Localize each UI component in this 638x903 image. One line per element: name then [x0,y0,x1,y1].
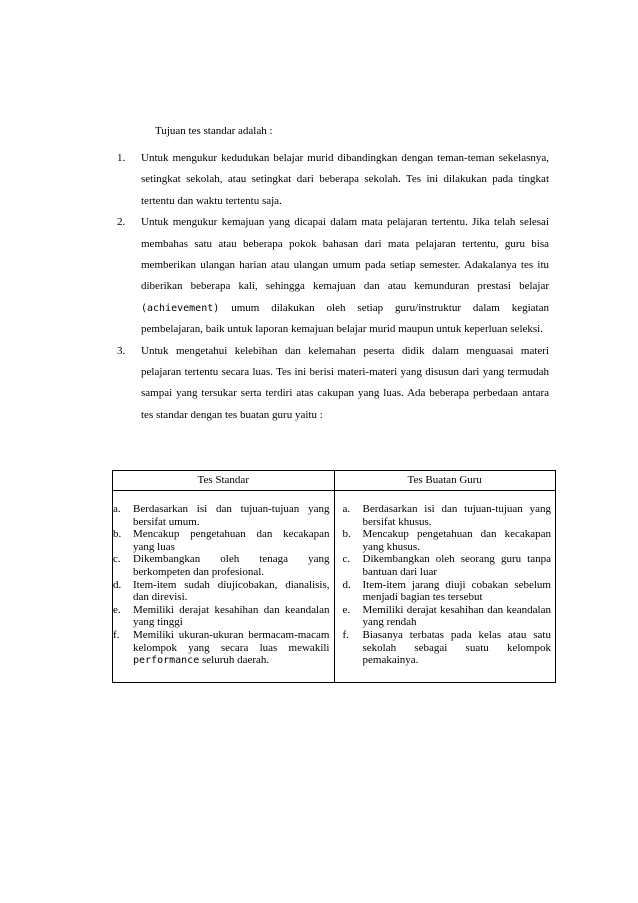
list-item [343,604,552,629]
list-item [113,579,330,604]
list-marker: d. [342,578,351,591]
list-item-text: Mencakup pengetahuan dan kecakapan yang khusus. [362,528,551,553]
column-header-tes-standar: Tes Standar [113,471,335,491]
list-marker: c. [113,553,121,566]
text-segment: umum dilakukan oleh setiap guru/instruktur dalam kegiatan pembelajaran, baik untuk laporan kemajuan belajar murid maupun untuk keperluan seleksi. [141,301,549,336]
list-item-text: Memiliki derajat kesahihan dan keandalan yang rendah [362,603,551,629]
list-number: 1. [117,152,126,164]
list-item [113,528,330,553]
list-item [343,503,552,528]
list-number: 3. [117,344,126,357]
list-item-text: Dikembangkan oleh tenaga yang berkompeten dan profesional. [133,553,330,578]
list-item [343,629,552,667]
list-item [113,629,330,668]
text-segment: Untuk mengukur kemajuan yang dicapai dalam mata pelajaran tertentu. Jika telah selesai membahas satu atau beberapa pokok bahasan dari mata pelajaran tertentu, guru bisa memberikan ulangan harian atau ulangan umum pada setiap semester. Adakalanya tes itu diberikan beberapa kali, sehingga kemajuan dan atau kemunduran prestasi belajar [141,216,549,293]
list-marker: b. [342,528,351,541]
term-achievement: (achievement) [141,302,220,314]
list-item [113,553,330,578]
list-marker: a. [113,503,121,515]
list-item [343,528,552,553]
list-item-text: Biasanya terbatas pada kelas atau satu sekolah sebagai suatu kelompok pemakainya. [362,628,551,667]
list-item [343,579,552,604]
list-item [113,604,330,629]
list-marker: f. [342,628,349,641]
list-item [113,503,330,528]
tes-standar-list [113,503,330,668]
list-item [117,148,549,212]
list-marker: b. [113,528,122,541]
list-item-text: Mencakup pengetahuan dan kecakapan yang luas [133,528,330,553]
column-header-tes-buatan-guru: Tes Buatan Guru [334,471,556,491]
list-marker: a. [342,503,351,515]
term-performance: performance [133,655,200,667]
list-item [343,553,552,578]
list-item-text: Dikembangkan oleh seorang guru tanpa bantuan dari luar [362,553,551,578]
list-item-text: Berdasarkan isi dan tujuan-tujuan yang bersifat khusus. [362,503,551,528]
list-marker: e. [113,603,121,616]
text-segment: seluruh daerah. [199,654,270,667]
list-number: 2. [117,216,126,229]
list-item-text: Berdasarkan isi dan tujuan-tujuan yang bersifat umum. [133,503,330,528]
intro-text: Tujuan tes standar adalah : [155,125,273,137]
text-segment: Memiliki ukuran-ukuran bermacam-macam kelompok yang secara luas mewakili [133,628,330,654]
list-marker: e. [342,603,351,616]
list-item-text: Untuk mengukur kedudukan belajar murid dibandingkan dengan teman-teman sekelasnya, setingkat sekolah, atau setingkat dari beberapa sekolah. Tes ini dilakukan pada tingkat tertentu dan waktu tertentu saja. [141,152,549,207]
tes-buatan-guru-list [343,503,552,667]
list-marker: d. [113,578,122,591]
list-item [117,212,549,340]
tes-standar-cell [113,491,335,683]
list-item-text: Item-item jarang diuji cobakan sebelum menjadi bagian tes tersebut [362,578,551,604]
purpose-list [117,148,549,426]
list-marker: f. [113,628,120,641]
list-marker: c. [342,553,351,566]
list-item-text [141,212,549,340]
list-item-text: Memiliki derajat kesahihan dan keandalan yang tinggi [133,603,330,629]
comparison-table [112,470,556,683]
list-item-text: Untuk mengetahui kelebihan dan kelemahan peserta didik dalam menguasai materi pelajaran tertentu secara luas. Tes ini berisi materi-materi yang disusun dari yang termudah sampai yang tersukar serta terdiri atas cakupan yang luas. Ada beberapa perbedaan antara tes standar dengan tes buatan guru yaitu : [141,344,549,421]
list-item [117,341,549,427]
list-item-text: Item-item sudah diujicobakan, dianalisis, dan direvisi. [133,578,330,604]
tes-buatan-guru-cell [334,491,556,683]
